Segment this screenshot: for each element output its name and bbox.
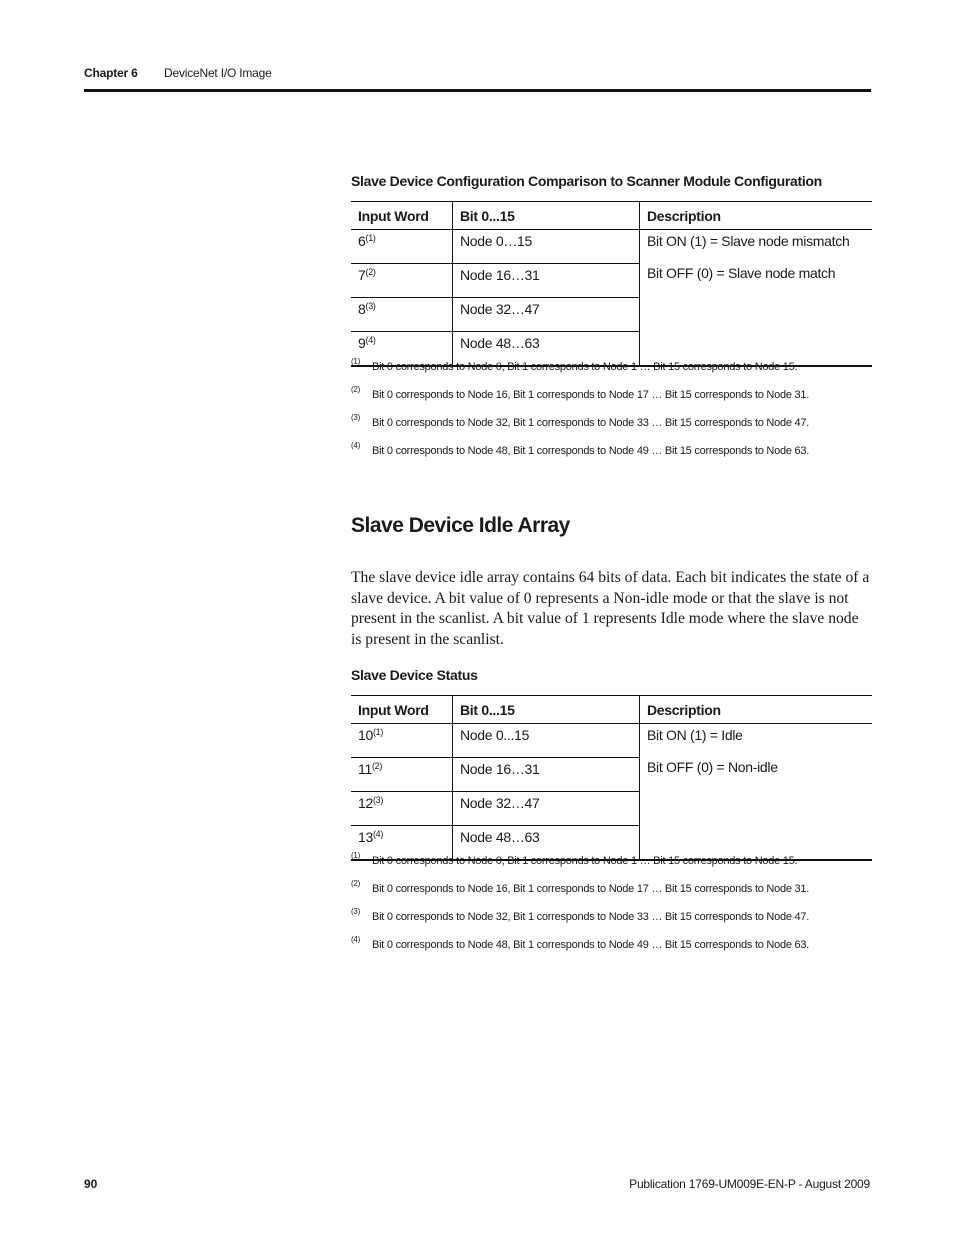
input-word-cell: 12$^{(3)}$ — [351, 792, 453, 826]
page-header — [84, 66, 871, 90]
input-word-cell: 6$^{(1)}$ — [351, 230, 453, 264]
section-heading: Slave Device Idle Array — [351, 514, 570, 537]
table-config-comparison — [351, 201, 872, 367]
bits-cell: Node 48…63 — [453, 332, 640, 367]
col-header-description: Description — [640, 202, 873, 230]
footnote: (1) Bit 0 corresponds to Node 0, Bit 1 corresponds to Node 1 … Bit 15 corresponds to Node 15. — [351, 851, 798, 867]
bits-cell: Node 0…15 — [453, 230, 640, 264]
table2-footnotes — [351, 851, 871, 967]
description-cell: Bit ON (1) = Idle Bit OFF (0) = Non-idle — [640, 724, 873, 861]
input-word-cell: 9$^{(4)}$ — [351, 332, 453, 367]
bits-cell: Node 0...15 — [453, 724, 640, 758]
chapter-title: DeviceNet I/O Image — [164, 66, 272, 80]
section-paragraph: The slave device idle array contains 64 bits of data. Each bit indicates the state of a slave device. A bit value of 0 represents a Non-idle mode or that the slave is not present in the scanlist. A bit value of 1 represents Idle mode where the slave node is present in the scanlist. — [351, 569, 870, 648]
table1-caption: Slave Device Configuration Comparison to Scanner Module Configuration — [351, 173, 822, 189]
table-slave-status — [351, 695, 872, 861]
input-word-cell: 11$^{(2)}$ — [351, 758, 453, 792]
page-number: 90 — [84, 1177, 98, 1191]
footnote: (3) Bit 0 corresponds to Node 32, Bit 1 corresponds to Node 33 … Bit 15 corresponds to Node 47. — [351, 413, 810, 429]
bits-cell: Node 48…63 — [453, 826, 640, 861]
description-cell: Bit ON (1) = Slave node mismatch Bit OFF (0) = Slave node match — [640, 230, 873, 367]
footnote: (3) Bit 0 corresponds to Node 32, Bit 1 corresponds to Node 33 … Bit 15 corresponds to Node 47. — [351, 907, 810, 923]
table-row — [351, 230, 872, 264]
chapter-label: Chapter 6 — [84, 66, 138, 80]
col-header-bits: Bit 0...15 — [453, 696, 640, 724]
col-header-input-word: Input Word — [351, 202, 453, 230]
table2-caption: Slave Device Status — [351, 667, 478, 683]
bits-cell: Node 32…47 — [453, 298, 640, 332]
footnote: (1) Bit 0 corresponds to Node 0, Bit 1 corresponds to Node 1 … Bit 15 corresponds to Node 15. — [351, 357, 798, 373]
table1-footnotes — [351, 357, 871, 473]
footnote: (4) Bit 0 corresponds to Node 48, Bit 1 corresponds to Node 49 … Bit 15 corresponds to Node 63. — [351, 441, 810, 457]
input-word-cell: 7$^{(2)}$ — [351, 264, 453, 298]
bits-cell: Node 16…31 — [453, 264, 640, 298]
footnote: (2) Bit 0 corresponds to Node 16, Bit 1 corresponds to Node 17 … Bit 15 corresponds to Node 31. — [351, 879, 810, 895]
col-header-input-word: Input Word — [351, 696, 453, 724]
footnote: (4) Bit 0 corresponds to Node 48, Bit 1 corresponds to Node 49 … Bit 15 corresponds to Node 63. — [351, 935, 810, 951]
bits-cell: Node 16…31 — [453, 758, 640, 792]
input-word-cell: 13$^{(4)}$ — [351, 826, 453, 861]
input-word-cell: 8$^{(3)}$ — [351, 298, 453, 332]
bits-cell: Node 32…47 — [453, 792, 640, 826]
table-row — [351, 724, 872, 758]
col-header-description: Description — [640, 696, 873, 724]
input-word-cell: 10$^{(1)}$ — [351, 724, 453, 758]
col-header-bits: Bit 0...15 — [453, 202, 640, 230]
footnote: (2) Bit 0 corresponds to Node 16, Bit 1 corresponds to Node 17 … Bit 15 corresponds to Node 31. — [351, 385, 810, 401]
publication-info: Publication 1769-UM009E-EN-P - August 2009 — [629, 1177, 870, 1191]
header-rule — [84, 89, 871, 92]
